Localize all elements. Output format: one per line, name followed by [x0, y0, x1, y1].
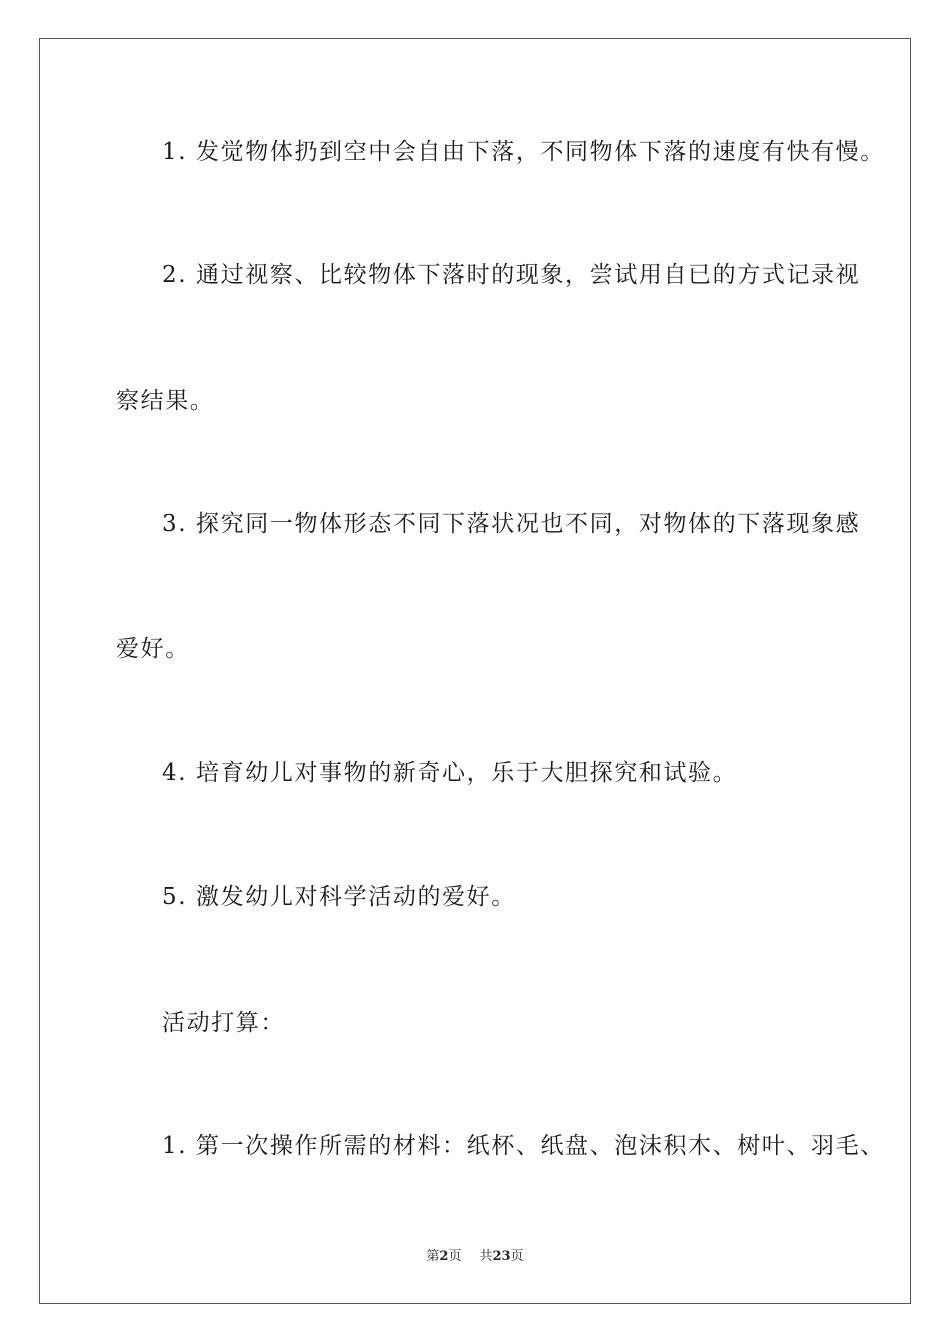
preparation-1-line: 1. 第一次操作所需的材料：纸杯、纸盘、泡沫积木、树叶、羽毛、 [162, 1133, 885, 1159]
objective-3-line: 3. 探究同一物体形态不同下落状况也不同，对物体的下落现象感 [162, 511, 861, 537]
total-label-suffix: 页 [510, 1249, 524, 1264]
objective-1-line: 1. 发觉物体扔到空中会自由下落，不同物体下落的速度有快有慢。 [162, 139, 885, 165]
objective-2-continuation: 察结果。 [116, 388, 215, 414]
page-label-prefix: 第 [426, 1249, 440, 1264]
total-label-prefix: 共 [479, 1249, 493, 1264]
total-pages: 23 [492, 1249, 511, 1264]
objective-5-line: 5. 激发幼儿对科学活动的爱好。 [162, 884, 516, 910]
page-number: 2 [439, 1249, 449, 1264]
section-heading-preparation: 活动打算： [162, 1010, 285, 1036]
objective-2-line: 2. 通过视察、比较物体下落时的现象，尝试用自已的方式记录视 [162, 262, 861, 288]
objective-4-line: 4. 培育幼儿对事物的新奇心，乐于大胆探究和试验。 [162, 760, 738, 786]
page-border [39, 38, 911, 1304]
page-label-suffix: 页 [448, 1249, 462, 1264]
page-footer [0, 1248, 950, 1266]
objective-3-continuation: 爱好。 [116, 636, 190, 662]
